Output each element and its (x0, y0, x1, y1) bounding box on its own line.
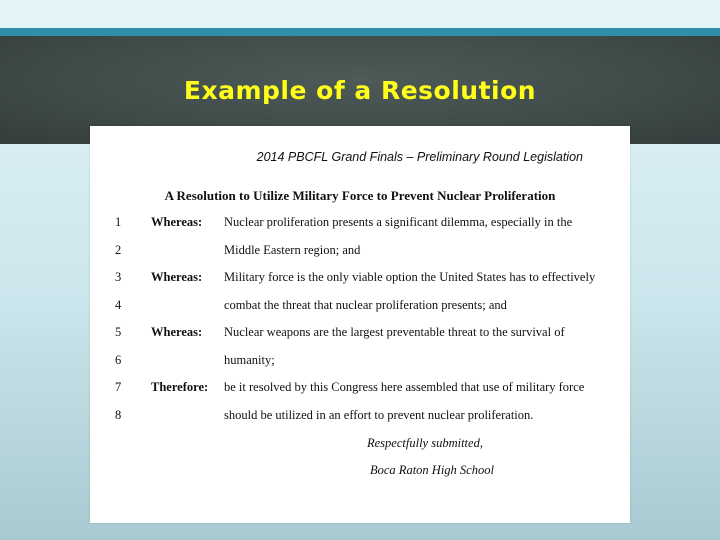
closing-line: Respectfully submitted, (367, 436, 483, 450)
line-number: 5 (115, 325, 122, 339)
line-label: Whereas: (151, 325, 203, 339)
document-line-6 (90, 353, 630, 371)
line-text: Nuclear proliferation presents a significant dilemma, especially in the (224, 215, 573, 229)
line-label: Whereas: (151, 270, 203, 284)
line-number: 4 (115, 298, 122, 312)
signature-line: Boca Raton High School (370, 463, 494, 477)
document-line-4 (90, 298, 630, 316)
line-text: Military force is the only viable option the United States has to effectively (224, 270, 596, 284)
slide-title: Example of a Resolution (183, 76, 537, 105)
line-number: 8 (115, 408, 122, 422)
accent-stripe (0, 28, 720, 36)
line-number: 6 (115, 353, 122, 367)
line-text: should be utilized in an effort to prevent nuclear proliferation. (224, 408, 534, 422)
document-line-8 (90, 408, 630, 426)
document-line-7 (90, 380, 630, 398)
line-text: be it resolved by this Congress here assembled that use of military force (224, 380, 585, 394)
document-line-2 (90, 243, 630, 261)
line-text: Middle Eastern region; and (224, 243, 361, 257)
line-number: 1 (115, 215, 122, 229)
resolution-document (90, 126, 630, 523)
line-number: 3 (115, 270, 122, 284)
line-text: humanity; (224, 353, 275, 367)
document-title: A Resolution to Utilize Military Force to Prevent Nuclear Proliferation (164, 188, 556, 203)
line-label: Therefore: (151, 380, 209, 394)
line-number: 7 (115, 380, 122, 394)
line-text: Nuclear weapons are the largest preventable threat to the survival of (224, 325, 565, 339)
document-header: 2014 PBCFL Grand Finals – Preliminary Round Legislation (256, 150, 583, 164)
line-text: combat the threat that nuclear proliferation presents; and (224, 298, 507, 312)
top-band (0, 0, 720, 28)
document-line-1 (90, 215, 630, 233)
document-line-3 (90, 270, 630, 288)
document-line-5 (90, 325, 630, 343)
line-label: Whereas: (151, 215, 203, 229)
line-number: 2 (115, 243, 122, 257)
